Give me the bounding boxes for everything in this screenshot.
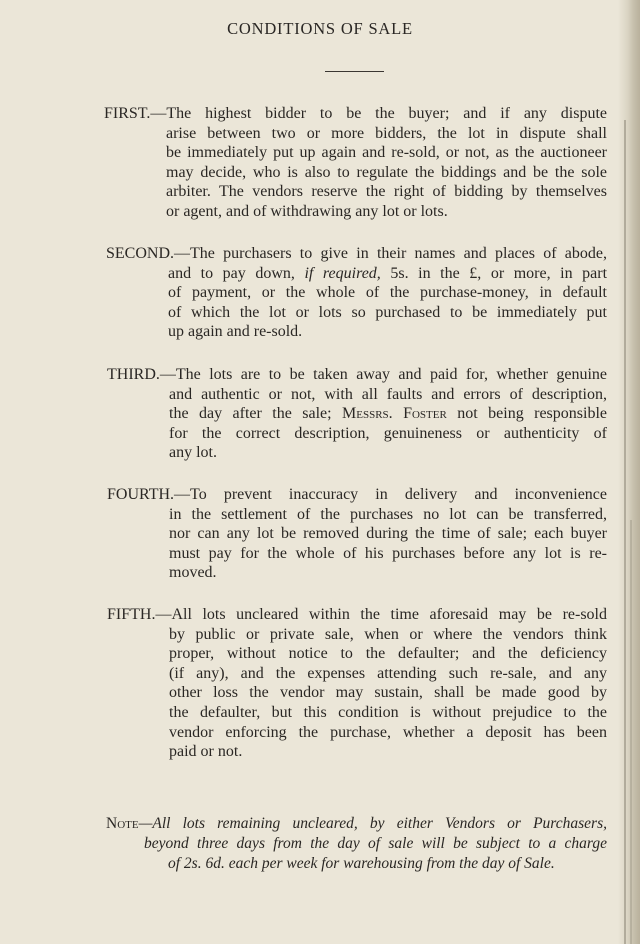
condition-second bbox=[106, 244, 607, 342]
condition-line: THIRD.—The lots are to be taken away and paid for, whether genuine bbox=[107, 366, 607, 383]
condition-line: by public or private sale, when or where the vendors think bbox=[169, 625, 607, 643]
page-title: CONDITIONS OF SALE bbox=[227, 19, 413, 38]
condition-line: proper, without notice to the defaulter; and the deficiency bbox=[169, 645, 607, 663]
note-line: beyond three days from the day of sale will be subject to a charge bbox=[144, 835, 607, 852]
condition-first bbox=[104, 104, 607, 222]
condition-line: FIRST.—The highest bidder to be the buyer; and if any dispute bbox=[104, 105, 607, 122]
page-edge-line bbox=[624, 120, 626, 944]
condition-text: not being responsible bbox=[457, 405, 608, 423]
condition-line: or agent, and of withdrawing any lot or lots. bbox=[166, 202, 448, 220]
condition-text: the day after the sale; bbox=[169, 405, 332, 423]
page-edge-line bbox=[630, 520, 632, 944]
condition-line: arise between two or more bidders, the lot in dispute shall bbox=[166, 124, 607, 142]
note-label: Note bbox=[106, 815, 139, 832]
condition-line: (if any), and the expenses attending such re-sale, and any bbox=[169, 664, 607, 682]
condition-line: up again and re-sold. bbox=[168, 323, 303, 341]
condition-line: SECOND.—The purchasers to give in their names and places of abode, bbox=[106, 245, 607, 262]
condition-line: vendor enforcing the purchase, whether a deposit has been bbox=[169, 723, 607, 741]
condition-line: other loss the vendor may sustain, shall be made good by bbox=[169, 684, 607, 702]
condition-line: may decide, who is also to regulate the biddings and be the sole bbox=[166, 163, 607, 181]
condition-fourth bbox=[107, 485, 607, 583]
condition-line: in the settlement of the purchases no lot can be transferred, bbox=[169, 505, 607, 523]
page-edge-shadow bbox=[618, 0, 640, 944]
condition-line bbox=[106, 264, 607, 284]
note-line: of 2s. 6d. each per week for warehousing from the day of Sale. bbox=[168, 855, 555, 872]
note-line bbox=[106, 814, 607, 834]
condition-line: of which the lot or lots so purchased to be immediately put bbox=[168, 303, 607, 321]
condition-line: paid or not. bbox=[169, 743, 243, 761]
condition-line: nor can any lot be removed during the time of sale; each buyer bbox=[169, 525, 607, 543]
condition-line: arbiter. The vendors reserve the right of bidding by themselves bbox=[166, 183, 607, 201]
condition-line: and authentic or not, with all faults and errors of description, bbox=[169, 385, 607, 403]
condition-line: moved. bbox=[169, 564, 217, 582]
condition-line: for the correct description, genuineness or authenticity of bbox=[169, 424, 607, 442]
title-divider bbox=[325, 71, 384, 72]
condition-line: of payment, or the whole of the purchase-money, in default bbox=[168, 284, 607, 302]
condition-line: any lot. bbox=[169, 444, 217, 462]
condition-third bbox=[107, 365, 607, 463]
condition-line: FOURTH.—To prevent inaccuracy in delivery and inconvenience bbox=[107, 486, 607, 503]
condition-fifth bbox=[107, 605, 607, 762]
condition-text: 5s. in the £, or more, in part bbox=[390, 264, 608, 282]
condition-line: must pay for the whole of his purchases before any lot is re- bbox=[169, 544, 607, 562]
condition-text: and to pay down, bbox=[168, 264, 295, 282]
condition-line: the defaulter, but this condition is without prejudice to the bbox=[169, 703, 607, 721]
condition-line: be immediately put up again and re-sold, or not, as the auctioneer bbox=[166, 144, 607, 162]
condition-italic-text: if required, bbox=[304, 264, 381, 282]
note-text: —All lots remaining uncleared, by either Vendors or Purchasers, bbox=[138, 815, 607, 832]
condition-line bbox=[107, 404, 607, 424]
condition-line: FIFTH.—All lots uncleared within the time aforesaid may be re-sold bbox=[107, 606, 607, 623]
firm-name: Messrs. Foster bbox=[342, 405, 447, 423]
sale-note bbox=[106, 814, 607, 874]
